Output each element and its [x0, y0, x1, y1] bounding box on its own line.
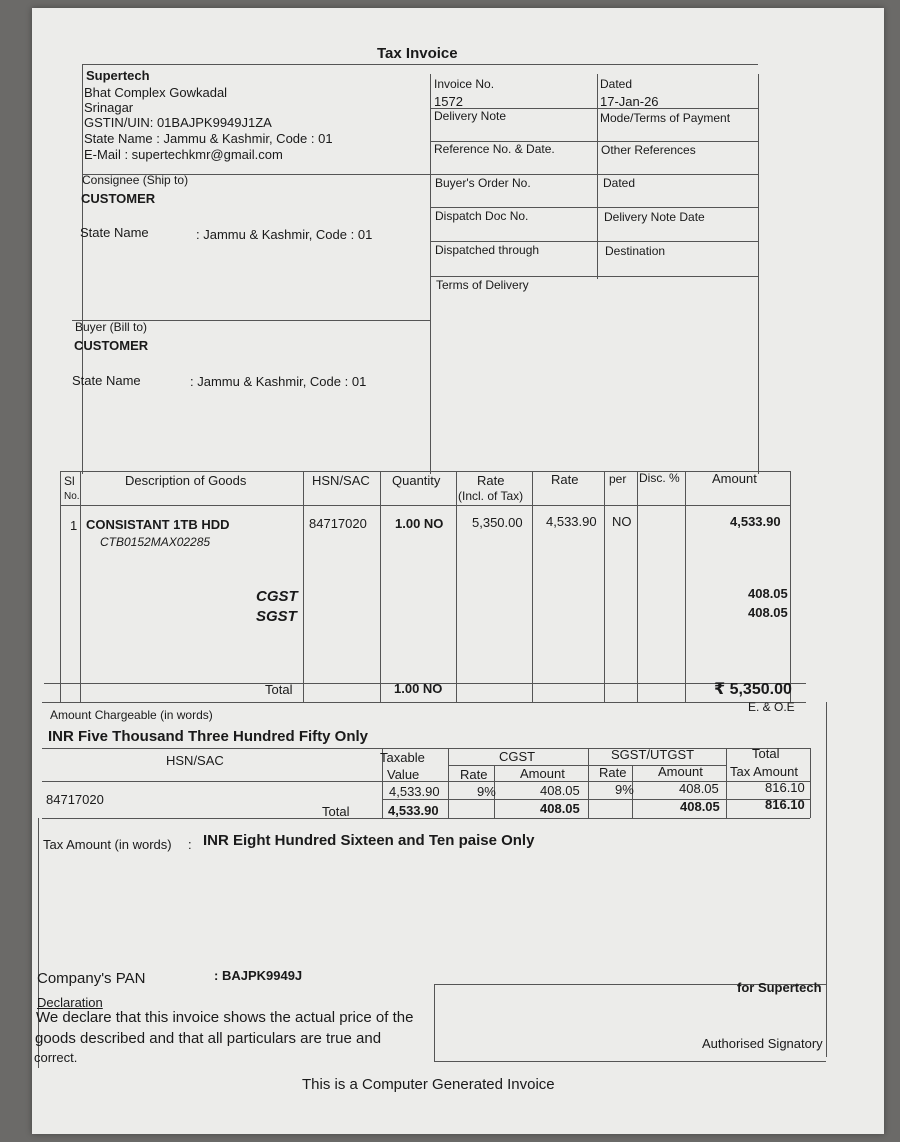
rate-incl-sub-header: (Incl. of Tax) — [458, 489, 524, 503]
taxable-header-value: Value — [387, 767, 420, 782]
authorised-signatory: Authorised Signatory — [702, 1036, 823, 1051]
tax-total-header-amount: Tax Amount — [730, 764, 798, 779]
buyer-label: Buyer (Bill to) — [75, 320, 148, 334]
other-references-label: Other References — [601, 143, 696, 157]
cgst-amount: 408.05 — [748, 586, 788, 601]
tax-words-label: Tax Amount (in words) — [43, 837, 172, 852]
dated-value: 17-Jan-26 — [600, 94, 659, 109]
consignee-label: Consignee (Ship to) — [82, 173, 189, 187]
consignee-state-label: State Name — [80, 225, 149, 240]
rate-header: Rate — [551, 472, 579, 487]
declaration-line2: goods described and that all particulars are true and — [35, 1030, 382, 1047]
declaration-line1: We declare that this invoice shows the actual price of the — [36, 1009, 414, 1026]
pan-label: Company's PAN — [37, 970, 146, 987]
per-header: per — [609, 472, 627, 486]
item-rate: 4,533.90 — [546, 514, 597, 529]
declaration-label: Declaration — [37, 995, 103, 1010]
delivery-note-label: Delivery Note — [434, 109, 507, 123]
buyer-state-value: : Jammu & Kashmir, Code : 01 — [190, 374, 367, 389]
item-quantity: 1.00 NO — [395, 516, 444, 531]
tax-total-header: Total — [752, 746, 780, 761]
hsn-header: HSN/SAC — [312, 473, 370, 488]
rate-incl-header: Rate — [477, 473, 505, 488]
description-header: Description of Goods — [125, 473, 247, 488]
buyers-order-label: Buyer's Order No. — [435, 176, 531, 190]
tax-row-sgst-amount: 408.05 — [679, 781, 719, 796]
seller-name: Supertech — [86, 68, 150, 83]
eoe-text: E. & O.E — [748, 700, 795, 714]
buyer-state-label: State Name — [72, 373, 141, 388]
dated-label: Dated — [600, 77, 633, 91]
sgst-amount-header: Amount — [658, 764, 703, 779]
tax-row-total: 816.10 — [765, 780, 805, 795]
seller-gstin: GSTIN/UIN: 01BAJPK9949J1ZA — [84, 115, 272, 130]
destination-label: Destination — [605, 244, 666, 258]
tax-row-cgst-rate: 9% — [477, 784, 496, 799]
footer-note: This is a Computer Generated Invoice — [302, 1076, 555, 1093]
item-per: NO — [612, 514, 632, 529]
tax-hsn-header: HSN/SAC — [166, 753, 224, 768]
pan-value: : BAJPK9949J — [214, 968, 303, 983]
for-company: for Supertech — [737, 980, 822, 995]
sgst-header: SGST/UTGST — [611, 747, 695, 762]
total-label: Total — [265, 682, 293, 697]
disc-header: Disc. % — [639, 471, 680, 485]
cgst-amount-header: Amount — [520, 766, 565, 781]
item-sl: 1 — [70, 518, 78, 533]
buyer-name: CUSTOMER — [74, 338, 149, 353]
declaration-line3: correct. — [34, 1050, 78, 1065]
amount-header: Amount — [712, 471, 757, 486]
tax-words-value: INR Eight Hundred Sixteen and Ten paise Only — [203, 832, 535, 849]
item-serial: CTB0152MAX02285 — [100, 535, 211, 549]
seller-state: State Name : Jammu & Kashmir, Code : 01 — [84, 131, 333, 146]
total-quantity: 1.00 NO — [394, 681, 443, 696]
seller-email: E-Mail : supertechkmr@gmail.com — [84, 147, 283, 162]
cgst-rate-header: Rate — [460, 767, 488, 782]
delivery-note-date-label: Delivery Note Date — [604, 210, 705, 224]
seller-address-line1: Bhat Complex Gowkadal — [84, 85, 228, 100]
tax-total-sgst: 408.05 — [680, 799, 720, 814]
item-amount: 4,533.90 — [730, 514, 781, 529]
tax-row-hsn: 84717020 — [46, 792, 104, 807]
tax-total-label: Total — [322, 804, 350, 819]
sgst-label: SGST — [256, 608, 297, 625]
tax-total-amount: 816.10 — [765, 797, 805, 812]
tax-row-cgst-amount: 408.05 — [540, 783, 580, 798]
tax-total-taxable: 4,533.90 — [388, 803, 439, 818]
quantity-header: Quantity — [392, 473, 441, 488]
tax-row-taxable: 4,533.90 — [389, 784, 440, 799]
cgst-header: CGST — [499, 749, 536, 764]
terms-of-delivery-label: Terms of Delivery — [436, 278, 529, 292]
reference-label: Reference No. & Date. — [434, 142, 555, 156]
item-rate-incl: 5,350.00 — [472, 515, 523, 530]
order-dated-label: Dated — [603, 176, 636, 190]
item-hsn: 84717020 — [309, 516, 367, 531]
tax-words-colon: : — [188, 837, 192, 852]
amount-words-label: Amount Chargeable (in words) — [50, 708, 213, 722]
sl-header: Sl — [64, 474, 75, 488]
item-name: CONSISTANT 1TB HDD — [86, 517, 230, 532]
consignee-state-value: : Jammu & Kashmir, Code : 01 — [196, 227, 373, 242]
no-header: No. — [64, 491, 80, 502]
amount-words-value: INR Five Thousand Three Hundred Fifty Only — [48, 728, 369, 745]
seller-address-line2: Srinagar — [84, 100, 134, 115]
taxable-header: Taxable — [380, 750, 425, 765]
tax-row-sgst-rate: 9% — [615, 782, 634, 797]
total-amount: ₹ 5,350.00 — [714, 681, 792, 698]
invoice-no-label: Invoice No. — [434, 77, 495, 91]
invoice-paper — [32, 8, 884, 1134]
sgst-rate-header: Rate — [599, 765, 627, 780]
sgst-amount: 408.05 — [748, 605, 788, 620]
tax-total-cgst: 408.05 — [540, 801, 580, 816]
mode-terms-label: Mode/Terms of Payment — [600, 111, 731, 125]
page-title: Tax Invoice — [377, 45, 458, 62]
invoice-no-value: 1572 — [434, 94, 463, 109]
consignee-name: CUSTOMER — [81, 191, 156, 206]
cgst-label: CGST — [256, 588, 298, 605]
dispatched-through-label: Dispatched through — [435, 243, 540, 257]
dispatch-doc-label: Dispatch Doc No. — [435, 209, 529, 223]
